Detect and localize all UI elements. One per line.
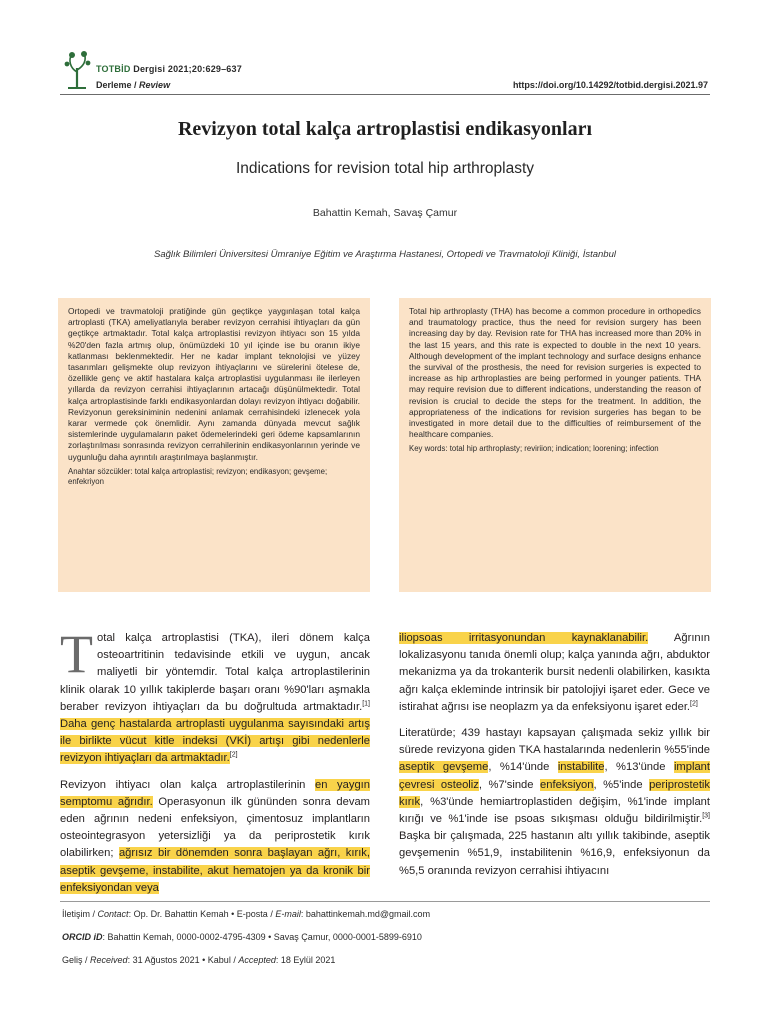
contact-line: İletişim / Contact: Op. Dr. Bahattin Kemah • E-posta / E-mail: bahattinkemah.md@gmail.com xyxy=(62,909,431,919)
highlighted-text: en yaygın semptomu ağrıdır. xyxy=(60,778,371,808)
orcid-author-2: Savaş Çamur, 0000-0001-5899-6910 xyxy=(273,932,422,942)
title-english: Indications for revision total hip arthroplasty xyxy=(235,160,535,177)
header-divider xyxy=(60,94,710,95)
body-paragraph: Revizyon ihtiyacı olan kalça artroplastilerinin en yaygın semptomu ağrıdır. Operasyonun ilk gününden sonra devam eden ağrının nedeni enfeksiyon, çimentosuz implantların osteointegrasyon yetersizliği ya da periprostetik kırık olabilirken; ağrısız bir dönemden sonra başlayan ağrı, kırık, aseptik gevşeme, instabilite, akut hematojen ya da kronik bir enfeksiyondan veya xyxy=(60,778,371,894)
body-paragraph: Literatürde; 439 hastayı kapsayan çalışmada sekiz yıllık bir sürede revizyona giden TKA hastalarında nedenlerin %55'inde aseptik gevşeme, %14'ünde instabilite, %13'ünde implant çevresi osteoliz, %7'sinde enfeksiyon, %5'inde periprostetik kırık, %3'ünde hemiartroplastiden değişim, %1'inde implant kırığı ve %1'inde ise psoas sıkışması olduğu bildirilmiştir.[3] Başka bir çalışmada, 225 hastanın altı yıllık takibinde, aseptik gevşemenin %51,9, instabilitenin %16,9, enfeksiyonun da %5,5 oranında revizyon cerrahisi ihtiyacını xyxy=(399,727,711,877)
affiliation: Sağlık Bilimleri Üniversitesi Ümraniye Eğitim ve Araştırma Hastanesi, Ortopedi ve Travmatoloji Kliniği, İstanbul xyxy=(154,249,616,260)
authors: Bahattin Kemah, Savaş Çamur xyxy=(312,207,458,219)
orcid-line: ORCID iD: Bahattin Kemah, 0000-0002-4795-4309 • Savaş Çamur, 0000-0001-5899-6910 xyxy=(62,932,422,942)
contact-email[interactable]: bahattinkemah.md@gmail.com xyxy=(305,909,431,919)
abstract-turkish xyxy=(58,298,370,592)
journal-volume: Dergisi 2021;20:629–637 xyxy=(130,64,242,74)
abstract-english xyxy=(399,298,711,592)
received-date: 31 Ağustos 2021 xyxy=(132,955,200,965)
highlighted-text: iliopsoas irritasyonundan kaynaklanabilir. xyxy=(399,632,649,644)
abstract-turkish-text: Ortopedi ve travmatoloji pratiğinde gün geçtikçe yaygınlaşan total kalça artroplasti (TKA) ameliyatlarıyla beraber revizyon cerrahisi ihtiyaçları da gün geçtikçe artmaktadır. Total kalça artroplastisi revizyon ihtiyacı son 15 yılda %20'den fazla artmış olup, önümüzdeki 10 yıl içinde ise bu oranın ikiye katlanması beklenmektedir. Her ne kadar implant teknolojisi ve yüzey tasarımları gelişmekte olup revizyon ihtiyaçlarını ve sürelerini ötelese de, özellikle genç ve aktif hastalara kalça artroplastisi uygulanması ile ilerleyen yıllarda da revizyon cerrahisi ihtiyaçlarının artacağı düşünülmektedir. Total kalça artroplastisinde farklı endikasyonlardan dolayı revizyon ihtiyacı doğabilir. Revizyonun gereksiniminin nedenini anlamak cerrahisindeki izlenecek yola karar vermede çok önemlidir. Aynı zamanda dünyada mevcut sağlık sistemlerinde uygulamaların paket ödemelerindeki geri ödeme kapsamlarının zorlaştırılması sonrasında revizyon cerrahilerinin endikasyonlarının yerinde ve uygunluğu daha ayrıntılı araştırılmaya başlanmıştır. xyxy=(68,306,360,462)
journal-logo xyxy=(62,50,92,90)
highlighted-text: ağrısız bir dönemden sonra başlayan ağrı, kırık, aseptik gevşeme, instabilite, akut hematojen ya da kronik bir enfeksiyondan veya xyxy=(60,847,371,894)
citation-ref[interactable]: [2] xyxy=(229,751,238,759)
doi-link[interactable]: https://doi.org/10.14292/totbid.dergisi.2021.97 xyxy=(512,80,708,90)
citation-ref[interactable]: [1] xyxy=(362,700,370,708)
abstract-english-keywords: Key words: total hip arthroplasty; reviriion; indication; loorening; infection xyxy=(409,444,659,454)
dates-line: Geliş / Received: 31 Ağustos 2021 • Kabul / Accepted: 18 Eylül 2021 xyxy=(62,955,336,965)
citation-ref[interactable]: [3] xyxy=(702,812,710,820)
footer-divider xyxy=(60,901,710,902)
journal-name: TOTBİD xyxy=(96,64,131,74)
highlighted-text: aseptik gevşeme xyxy=(399,761,489,774)
journal-citation xyxy=(96,64,242,74)
body-paragraph: iliopsoas irritasyonundan kaynaklanabilir. Ağrının lokalizasyonu tanıda önemli olup; kalça yanında ağrı, abduktor mekanizma ya da trokanterik bursit nedenli olabilirken, kasıkta ağrı kalça ekleminde intrinsik bir patolojiyi işaret eder. Gece ve istirahat ağrısı ise neoplazm ya da enfeksiyonu işaret eder.[2] xyxy=(399,632,710,713)
contact-name: Op. Dr. Bahattin Kemah xyxy=(133,909,229,919)
body-column-left xyxy=(60,624,371,897)
body-paragraph: Total kalça artroplastisi (TKA), ileri dönem kalça osteoartritinin tedavisinde etkili ve uygun, ancak maliyetli bir yöntemdir. Total kalça artroplastilerinin klinik olarak 10 yıllık takiplerde başarı oranı %90'ları aşmakla beraber revizyon ihtiyaçları da bu doğrultuda artmaktadır.[1] Daha genç hastalarda artroplasti uygulanma sayısındaki artış ile birlikte vücut kitle indeksi (VKİ) artışı gibi nedenlerle revizyon ihtiyaçları da artmaktadır.[2] xyxy=(60,624,370,765)
drop-cap: T xyxy=(60,624,93,684)
highlighted-text: implant çevresi osteoliz xyxy=(399,761,711,791)
article-type: Derleme / Review xyxy=(96,80,171,90)
highlighted-text: periprostetik kırık xyxy=(399,778,711,808)
body-column-right xyxy=(399,630,710,880)
citation-ref[interactable]: [2] xyxy=(690,700,698,708)
accepted-date: 18 Eylül 2021 xyxy=(280,955,336,965)
highlighted-text: Daha genç hastalarda artroplasti uygulanma sayısındaki artış ile birlikte vücut kitle indeksi (VKİ) artışı gibi nedenlerle revizyon ihtiyaçları da artmaktadır. xyxy=(60,718,370,765)
title-turkish: Revizyon total kalça artroplastisi endikasyonları xyxy=(177,118,593,140)
abstract-english-text: Total hip arthroplasty (THA) has become a common procedure in orthopedics and traumatology practice, thus the need for revision surgery has been increasing day by day. Revision rate for THA has increased more than 20% in the last 15 years, and this rate is expected to double in the next 10 years. Although development of the implant technology and surface designs enhance the survival of the prosthesis, the need for revision surgeries is expected to increase as hip arthroplasties are being performed in younger patients. THA may require revision due to different indications, understanding the reason of revision is crucial to decide the steps for the treatment. In addition, the appropriateness of the indications for revision surgeries has began to be investigated in more detail due to the difficulties of reimbursement of the healthcare companies. xyxy=(409,306,701,440)
abstract-turkish-keywords: Anahtar sözcükler: total kalça artroplastisi; revizyon; endikasyon; gevşeme; enfekriyon xyxy=(68,466,328,487)
orcid-author-1: Bahattin Kemah, 0000-0002-4795-4309 xyxy=(107,932,266,942)
highlighted-text: instabilite xyxy=(557,761,605,774)
highlighted-text: enfeksiyon xyxy=(540,778,594,791)
